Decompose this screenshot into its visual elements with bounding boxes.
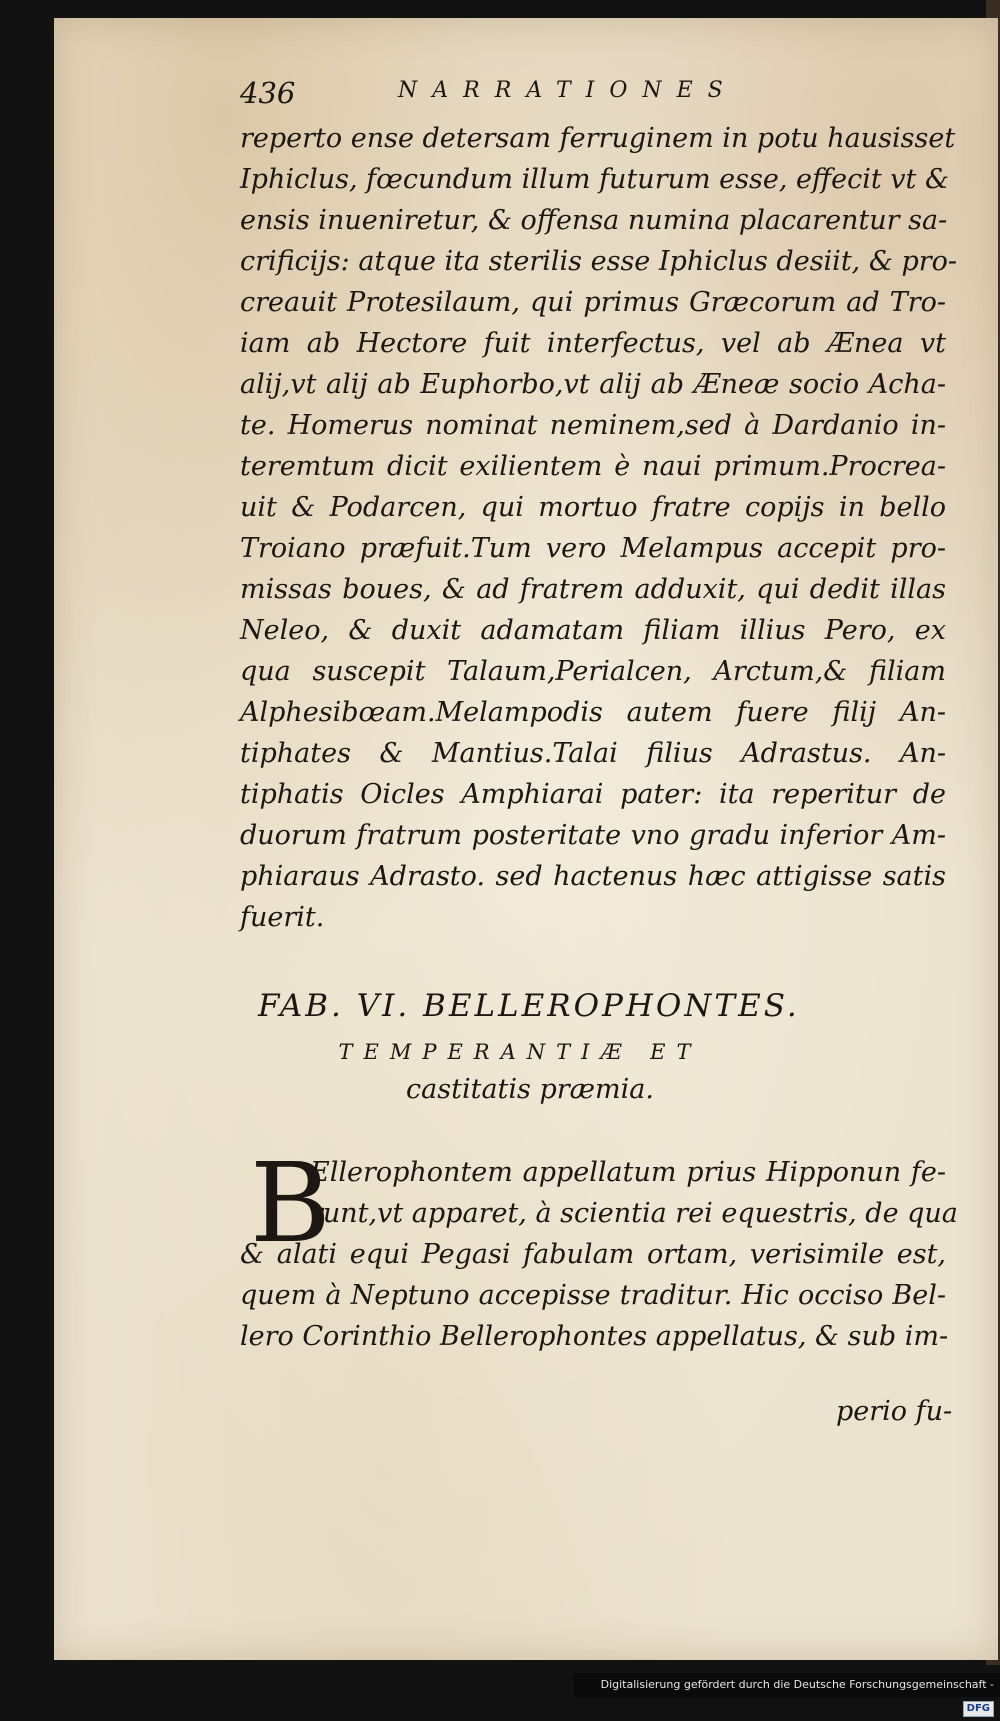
text-line: creauit Protesilaum, qui primus Græcorum ad Tro-: [240, 282, 946, 323]
text-line: ensis inueniretur, & offensa numina placarentur sa-: [240, 200, 946, 241]
text-line: alij,vt alij ab Euphorbo,vt alij ab Æneæ socio Acha-: [240, 364, 946, 405]
section-heading: FAB. VI. BELLEROPHONTES.: [258, 988, 948, 1024]
catchword: perio fu-: [836, 1396, 952, 1427]
text-line: missas boues, & ad fratrem adduxit, qui dedit illas: [240, 569, 946, 610]
text-line: teremtum dicit exilientem è naui primum.Procrea-: [240, 446, 946, 487]
text-line: Ellerophontem appellatum prius Hipponun fe-: [240, 1152, 946, 1193]
text-line: Iphiclus, fœcundum illum futurum esse, effecit vt &: [240, 159, 946, 200]
text-line: runt,vt apparet, à scientia rei equestris, de qua: [240, 1193, 946, 1234]
text-line: tiphatis Oicles Amphiarai pater: ita reperitur de: [240, 774, 946, 815]
text-line: te. Homerus nominat neminem,sed à Dardanio in-: [240, 405, 946, 446]
text-line: iam ab Hectore fuit interfectus, vel ab Ænea vt: [240, 323, 946, 364]
dfg-logo: [963, 1701, 994, 1717]
section-subheading: TEMPERANTIÆ ET: [0, 1040, 1000, 1064]
text-line: crificijs: atque ita sterilis esse Iphiclus desiit, & pro-: [240, 241, 946, 282]
text-line: fuerit.: [240, 897, 946, 938]
text-line: reperto ense detersam ferruginem in potu hausisset: [240, 118, 946, 159]
digitization-credit: [574, 1673, 1000, 1697]
main-text-block: [240, 118, 946, 938]
drop-capital: B: [250, 1148, 331, 1258]
text-line: & alati equi Pegasi fabulam ortam, verisimile est,: [240, 1234, 946, 1275]
text-line: duorum fratrum posteritate vno gradu inferior Am-: [240, 815, 946, 856]
text-line: Troiano præfuit.Tum vero Melampus accepit pro-: [240, 528, 946, 569]
section-subheading-line2: castitatis præmia.: [0, 1074, 1000, 1105]
page-number: 436: [240, 76, 295, 110]
text-line: tiphates & Mantius.Talai filius Adrastus. An-: [240, 733, 946, 774]
text-line: lero Corinthio Bellerophontes appellatus, & sub im-: [240, 1316, 946, 1357]
section-text-block: [240, 1152, 946, 1357]
text-line: phiaraus Adrasto. sed hactenus hæc attigisse satis: [240, 856, 946, 897]
text-line: qua suscepit Talaum,Perialcen, Arctum,& filiam: [240, 651, 946, 692]
page-header: [240, 76, 840, 116]
text-line: Neleo, & duxit adamatam filiam illius Pero, ex: [240, 610, 946, 651]
running-title: NARRATIONES: [398, 78, 738, 103]
text-line: uit & Podarcen, qui mortuo fratre copijs in bello: [240, 487, 946, 528]
text-line: Alphesibœam.Melampodis autem fuere filij An-: [240, 692, 946, 733]
credit-text: Digitalisierung gefördert durch die Deutsche Forschungsgemeinschaft -: [601, 1678, 994, 1691]
text-line: quem à Neptuno accepisse traditur. Hic occiso Bel-: [240, 1275, 946, 1316]
